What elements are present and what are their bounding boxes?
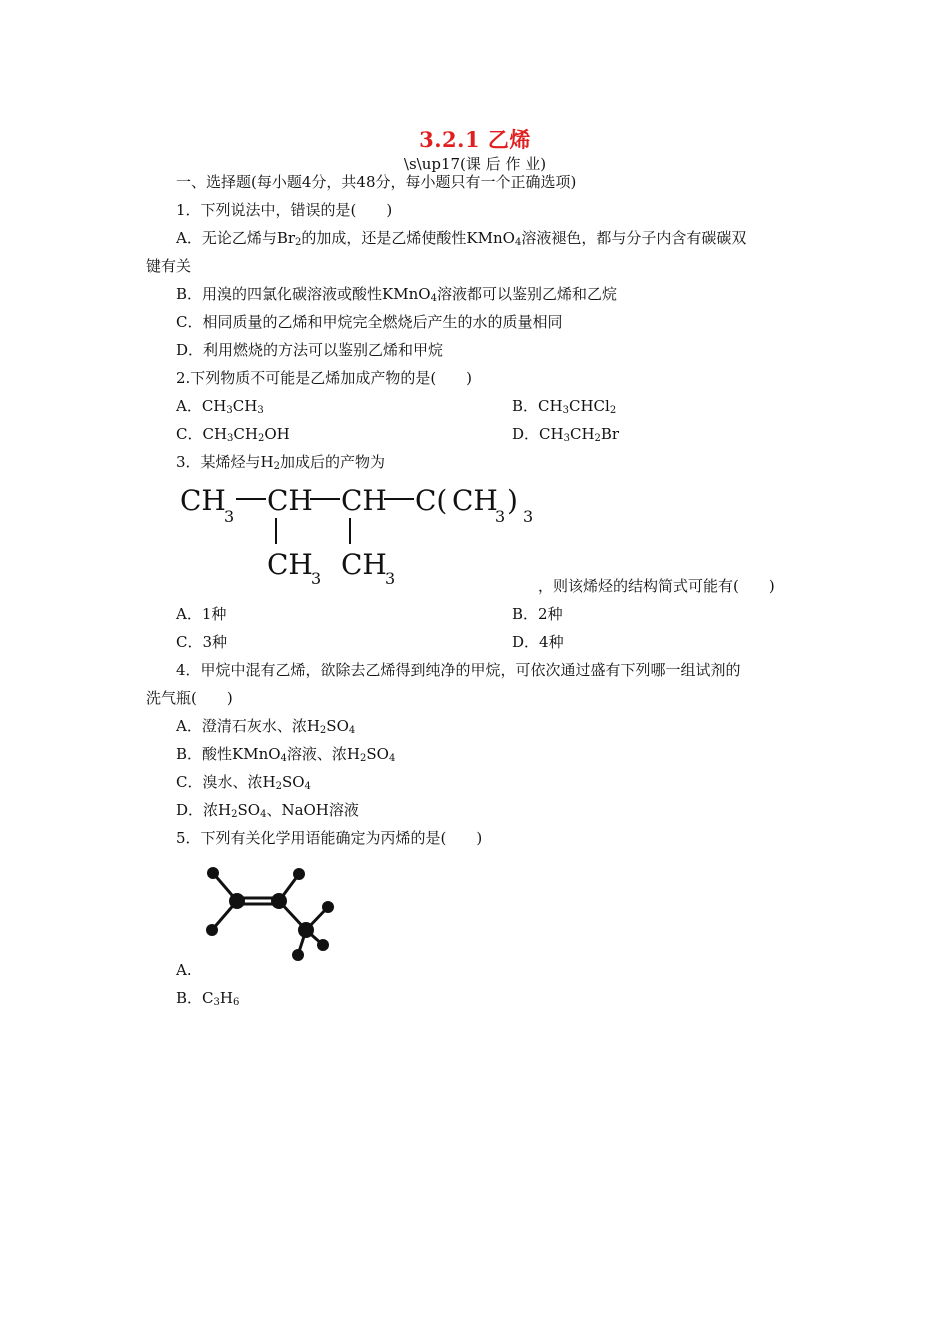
q3-option-d: D．4种: [512, 633, 564, 651]
q4-stem: 4．甲烷中混有乙烯，欲除去乙烯得到纯净的甲烷，可依次通过盛有下列哪一组试剂的: [176, 661, 741, 679]
formula-sub-4: 3: [495, 507, 506, 526]
formula-branch-sub-2: 3: [385, 569, 396, 588]
page-subtitle: \s\up17(课 后 作 业): [403, 155, 547, 173]
formula-branch-sub-1: 3: [311, 569, 322, 588]
propene-ball-stick-model: [198, 860, 348, 970]
q2-option-b: B．$CH_3CHCl_2$: [512, 397, 617, 416]
formula-branch-2: CH: [341, 548, 387, 581]
q3-option-b: B．2种: [512, 605, 563, 623]
q1-a-text-3: 溶液褪色，都与分子内含有碳碳双: [521, 229, 747, 247]
q4-option-b: B．酸性KMnO$_4$溶液、浓$H_2SO_4$: [176, 745, 396, 764]
q4-stem-cont: 洗气瓶( ): [146, 689, 233, 707]
q1-a-sub-1: 2: [295, 237, 302, 248]
model-bonds: [212, 873, 328, 955]
formula-branch-1: CH: [267, 548, 313, 581]
q3-option-a: A．1种: [176, 605, 227, 623]
q3-stem: 3．某烯烃与$H_2$加成后的产物为: [176, 453, 386, 472]
q1-a-text-1: A．无论乙烯与Br: [176, 229, 296, 247]
q5-stem: 5．下列有关化学用语能确定为丙烯的是( ): [176, 829, 483, 847]
q3-stem-tail: ，则该烯烃的结构简式可能有( ): [538, 577, 775, 595]
q1-stem: 1．下列说法中，错误的是( ): [176, 201, 393, 219]
q2-option-c: C．$CH_3CH_2OH$: [176, 425, 290, 444]
q3-option-c: C．3种: [176, 633, 228, 651]
q3-structural-formula: [180, 478, 560, 590]
formula-ch-1: CH: [180, 484, 226, 517]
q4-option-a: A．澄清石灰水、浓$H_2SO_4$: [176, 717, 356, 736]
q2-option-d: D．$CH_3CH_2Br$: [512, 425, 620, 444]
page-title: 3.2.1 乙烯: [419, 127, 531, 152]
formula-ch-3: CH: [341, 484, 387, 517]
q2-option-a: A．$CH_3CH_3$: [176, 397, 264, 416]
q4-option-d: D．浓$H_2SO_4$、NaOH溶液: [176, 801, 359, 820]
section-heading: 一、选择题(每小题4分，共48分，每小题只有一个正确选项): [176, 173, 577, 191]
q5-option-a: A.: [176, 961, 192, 979]
q1-option-b: [176, 284, 617, 304]
q1-option-a-cont: 键有关: [146, 257, 192, 275]
q1-option-c: C．相同质量的乙烯和甲烷完全燃烧后产生的水的质量相同: [176, 313, 563, 331]
formula-close-paren: ): [507, 484, 518, 517]
q2-stem: 2.下列物质不可能是乙烯加成产物的是( ): [176, 369, 473, 387]
q1-b-text-2: 溶液都可以鉴别乙烯和乙烷: [436, 285, 617, 303]
q1-a-sub-2: 4: [514, 237, 522, 248]
q1-b-text-1: B．用溴的四氯化碳溶液或酸性KMnO: [176, 285, 431, 303]
q4-option-c: C．溴水、浓$H_2SO_4$: [176, 773, 311, 792]
formula-sub-1: 3: [224, 507, 235, 526]
q1-a-text-2: 的加成，还是乙烯使酸性KMnO: [301, 229, 515, 247]
formula-sub-5: 3: [523, 507, 534, 526]
q1-b-sub: 4: [430, 293, 437, 304]
formula-ch-2: CH: [267, 484, 313, 517]
formula-c-group: C(: [415, 484, 448, 517]
q1-option-a: [176, 228, 746, 248]
formula-ch-4: CH: [452, 484, 498, 517]
q5-option-b: B．$C_3H_6$: [176, 989, 240, 1008]
q1-option-d: D．利用燃烧的方法可以鉴别乙烯和甲烷: [176, 341, 444, 359]
